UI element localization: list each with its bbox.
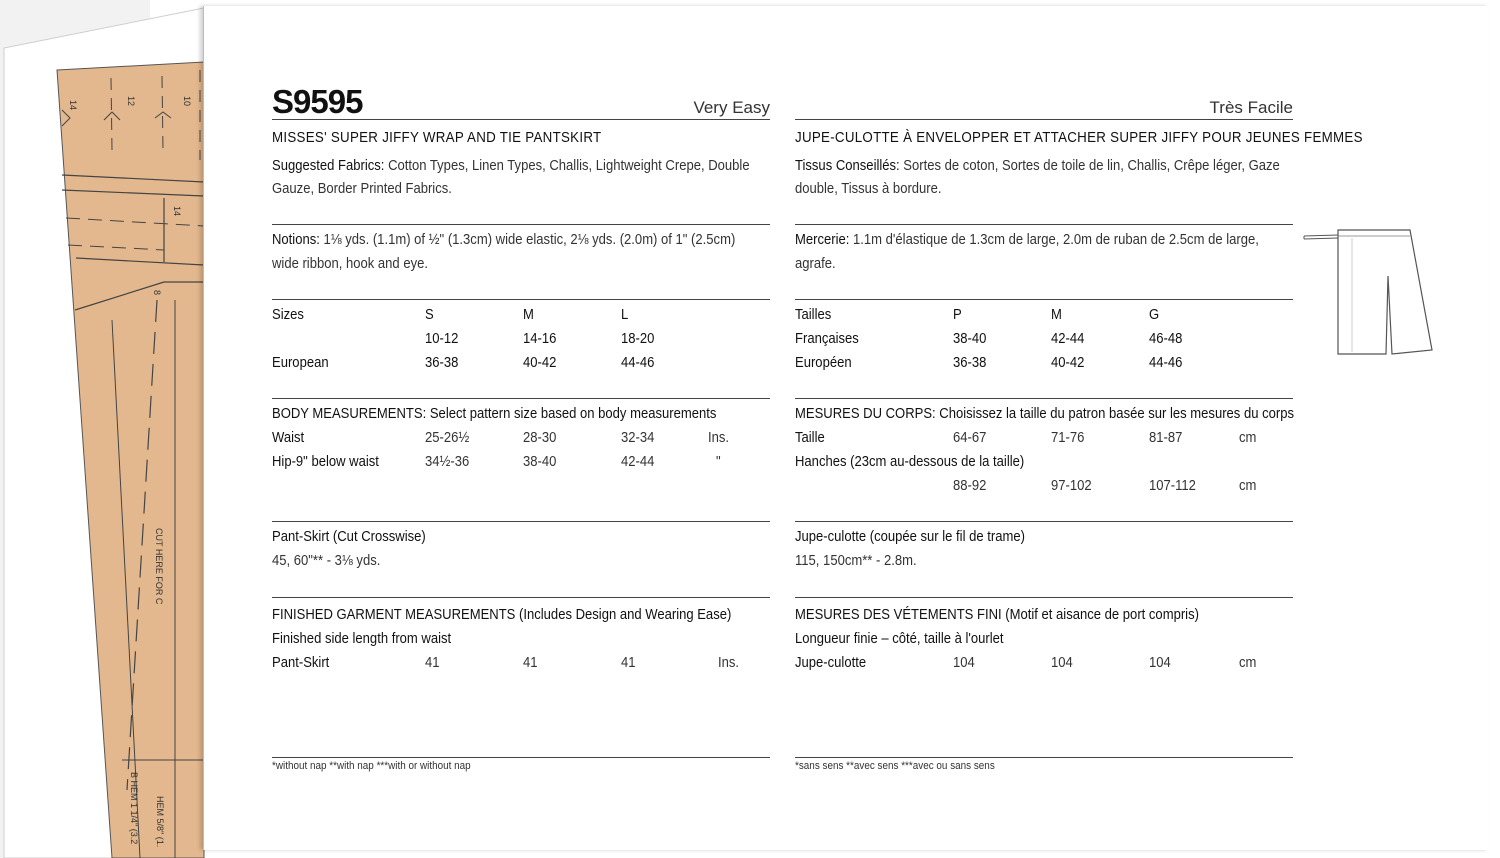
footnote: *without nap **with nap ***with or without nap <box>272 760 471 772</box>
size-eu: 44-46 <box>621 355 655 371</box>
fabric-view: Pant-Skirt (Cut Crosswise) <box>272 529 426 545</box>
instruction-card <box>203 6 1489 850</box>
size-col: M <box>523 307 534 323</box>
size-eu: 36-38 <box>953 355 987 371</box>
waist-value: 71-76 <box>1051 430 1085 446</box>
rule <box>272 119 770 120</box>
fabrics-line-2: Gauze, Border Printed Fabrics. <box>272 181 452 197</box>
waist-label: Taille <box>795 430 825 446</box>
difficulty-label: Very Easy <box>693 98 770 117</box>
rule <box>795 521 1293 522</box>
hip-value: 38-40 <box>523 454 557 470</box>
rule <box>795 398 1293 399</box>
size-eu: 40-42 <box>1051 355 1085 371</box>
rule <box>272 757 770 758</box>
body-measurements-heading: MESURES DU CORPS: Choisissez la taille du patron basée sur les mesures du corps <box>795 406 1295 422</box>
finished-unit: cm <box>1239 655 1257 671</box>
pattern-title: JUPE-CULOTTE À ENVELOPPER ET ATTACHER SUPER JIFFY POUR JEUNES FEMMES <box>795 130 1363 146</box>
finished-heading: FINISHED GARMENT MEASUREMENTS (Includes Design and Wearing Ease) <box>272 607 732 623</box>
hip-unit: " <box>716 454 721 470</box>
waist-value: 25-26½ <box>425 430 470 446</box>
size-us: 10-12 <box>425 331 459 347</box>
hip-label: Hip-9" below waist <box>272 454 379 470</box>
rule <box>272 299 770 300</box>
rule <box>795 299 1293 300</box>
finished-sub: Longueur finie – côté, taille à l'ourlet <box>795 631 1004 647</box>
body-measurements-heading: BODY MEASUREMENTS: Select pattern size based on body measurements <box>272 406 717 422</box>
waist-label: Waist <box>272 430 305 446</box>
european-label: Européen <box>795 355 852 371</box>
size-fr: 42-44 <box>1051 331 1085 347</box>
notions-line-2: agrafe. <box>795 256 836 272</box>
svg-text:HEM 5/8" (1.: HEM 5/8" (1. <box>155 796 165 848</box>
rule <box>272 597 770 598</box>
fabrics-line: Tissus Conseillés: Sortes de coton, Sortes de toile de lin, Challis, Crêpe léger, Gaze <box>795 158 1280 174</box>
finished-row-label: Pant-Skirt <box>272 655 330 671</box>
sizes-label: Sizes <box>272 307 304 323</box>
notions-line: Mercerie: 1.1m d'élastique de 1.3cm de large, 2.0m de ruban de 2.5cm de large, <box>795 232 1259 248</box>
waist-unit: cm <box>1239 430 1257 446</box>
finished-value: 104 <box>1051 655 1073 671</box>
finished-value: 41 <box>523 655 538 671</box>
hip-label: Hanches (23cm au-dessous de la taille) <box>795 454 1025 470</box>
svg-text:8: 8 <box>152 290 162 296</box>
size-eu: 40-42 <box>523 355 557 371</box>
rule <box>272 398 770 399</box>
size-col: L <box>621 307 629 323</box>
francaises-label: Françaises <box>795 331 859 347</box>
notions-line: Notions: 1⅛ yds. (1.1m) of ½" (1.3cm) wide elastic, 2⅛ yds. (2.0m) of 1" (2.5cm) <box>272 232 736 248</box>
waist-value: 32-34 <box>621 430 655 446</box>
fabrics-line-2: double, Tissus à bordure. <box>795 181 942 197</box>
size-us: 18-20 <box>621 331 655 347</box>
finished-value: 104 <box>1149 655 1171 671</box>
finished-value: 104 <box>953 655 975 671</box>
hip-value: 97-102 <box>1051 478 1092 494</box>
svg-text:B HEM 1 1/4" (3.2: B HEM 1 1/4" (3.2 <box>129 772 139 845</box>
size-col: G <box>1149 307 1160 323</box>
size-col: S <box>425 307 434 323</box>
fabrics-line: Suggested Fabrics: Cotton Types, Linen Types, Challis, Lightweight Crepe, Double <box>272 158 750 174</box>
waist-value: 81-87 <box>1149 430 1183 446</box>
svg-text:12: 12 <box>126 96 136 107</box>
fabric-view: Jupe-culotte (coupée sur le fil de trame) <box>795 529 1025 545</box>
size-fr: 38-40 <box>953 331 987 347</box>
size-col: M <box>1051 307 1062 323</box>
pattern-title: MISSES' SUPER JIFFY WRAP AND TIE PANTSKIRT <box>272 130 602 146</box>
sizes-label: Tailles <box>795 307 832 323</box>
pantskirt-line-drawing <box>1302 226 1442 366</box>
waist-value: 28-30 <box>523 430 557 446</box>
hip-unit: cm <box>1239 478 1257 494</box>
hip-value: 107-112 <box>1149 478 1196 494</box>
finished-value: 41 <box>621 655 636 671</box>
svg-text:14: 14 <box>68 100 78 111</box>
notions-line-2: wide ribbon, hook and eye. <box>272 256 428 272</box>
finished-value: 41 <box>425 655 440 671</box>
european-label: European <box>272 355 329 371</box>
svg-text:10: 10 <box>182 96 192 107</box>
rule <box>272 224 770 225</box>
size-eu: 44-46 <box>1149 355 1183 371</box>
hip-value: 88-92 <box>953 478 987 494</box>
size-us: 14-16 <box>523 331 557 347</box>
finished-heading: MESURES DES VÉTEMENTS FINI (Motif et aisance de port compris) <box>795 607 1199 623</box>
fabric-requirement: 45, 60"** - 3⅛ yds. <box>272 553 381 569</box>
fabric-requirement: 115, 150cm** - 2.8m. <box>795 553 917 569</box>
svg-text:14: 14 <box>172 206 182 217</box>
pattern-code: S9595 <box>272 83 363 120</box>
finished-unit: Ins. <box>718 655 740 671</box>
waist-value: 64-67 <box>953 430 987 446</box>
waist-unit: Ins. <box>708 430 730 446</box>
finished-sub: Finished side length from waist <box>272 631 452 647</box>
rule <box>272 521 770 522</box>
rule <box>795 597 1293 598</box>
svg-text:CUT HERE FOR C: CUT HERE FOR C <box>154 528 164 605</box>
finished-row-label: Jupe-culotte <box>795 655 867 671</box>
size-fr: 46-48 <box>1149 331 1183 347</box>
rule <box>795 757 1293 758</box>
hip-value: 42-44 <box>621 454 655 470</box>
hip-value: 34½-36 <box>425 454 470 470</box>
rule <box>795 224 1293 225</box>
size-col: P <box>953 307 962 323</box>
size-eu: 36-38 <box>425 355 459 371</box>
footnote: *sans sens **avec sens ***avec ou sans sens <box>795 760 995 772</box>
difficulty-label: Très Facile <box>1209 98 1293 117</box>
rule <box>795 119 1293 120</box>
